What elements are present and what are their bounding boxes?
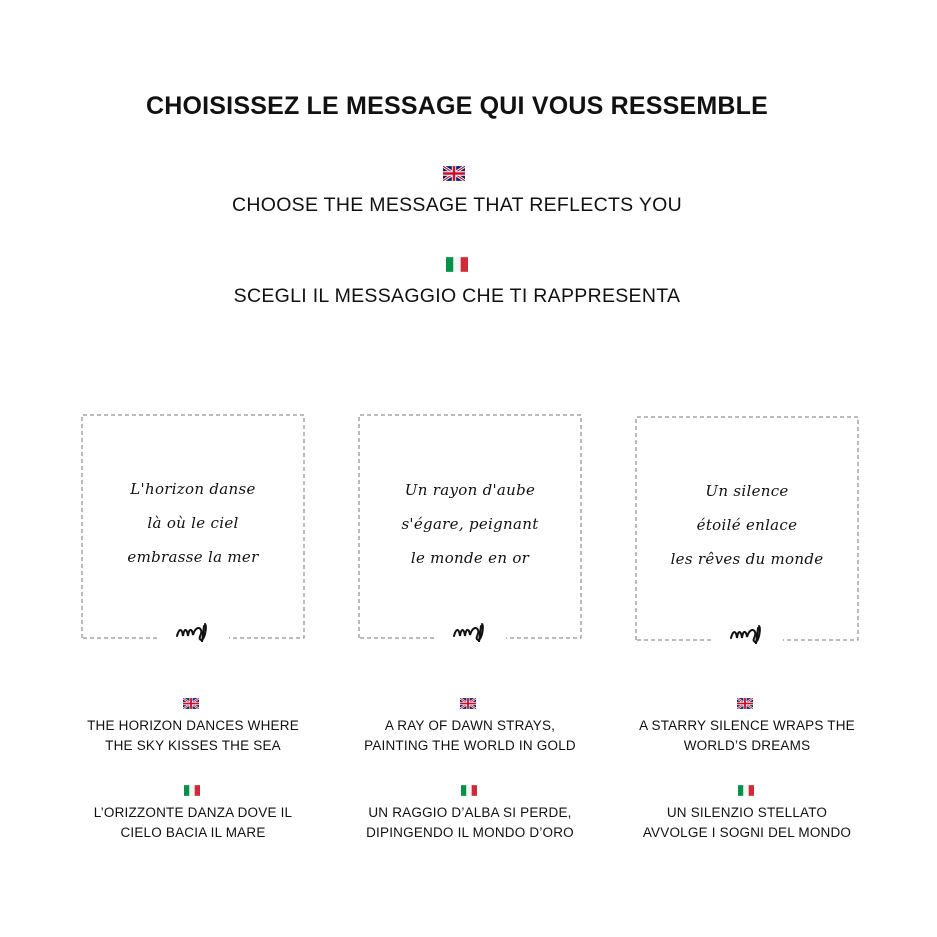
message-card-2[interactable] xyxy=(358,414,582,638)
message-card-1[interactable] xyxy=(81,414,305,638)
message-line: les rêves du monde xyxy=(670,550,824,568)
message-line: étoilé enlace xyxy=(696,516,798,534)
italy-flag-icon xyxy=(738,785,754,796)
italy-flag-icon xyxy=(184,785,200,796)
message-line: s'égare, peignant xyxy=(401,515,539,533)
uk-flag-icon xyxy=(737,698,753,709)
italy-flag-icon xyxy=(461,785,477,796)
translation-english-1: THE HORIZON DANCES WHERE THE SKY KISSES THE SEA xyxy=(87,718,299,753)
message-card-3[interactable] xyxy=(635,416,859,640)
translation-english-2: A RAY OF DAWN STRAYS, PAINTING THE WORLD IN GOLD xyxy=(364,718,576,753)
page-title: CHOISISSEZ LE MESSAGE QUI VOUS RESSEMBLE xyxy=(146,92,768,120)
translation-english-3: A STARRY SILENCE WRAPS THE WORLD’S DREAMS xyxy=(639,718,855,753)
message-line: Un rayon d'aube xyxy=(404,481,536,499)
message-line: Un silence xyxy=(705,482,789,500)
translation-italian-3: UN SILENZIO STELLATO AVVOLGE I SOGNI DEL MONDO xyxy=(642,805,852,840)
message-line: là où le ciel xyxy=(147,514,239,532)
uk-flag-icon xyxy=(443,166,465,181)
italy-flag-icon xyxy=(446,257,468,272)
message-line: le monde en or xyxy=(410,549,530,567)
subtitle-english: CHOOSE THE MESSAGE THAT REFLECTS YOU xyxy=(231,194,682,216)
uk-flag-icon xyxy=(460,698,476,709)
signature-mark xyxy=(175,620,211,642)
translation-italian-2: UN RAGGIO D’ALBA SI PERDE, DIPINGENDO IL MONDO D’ORO xyxy=(366,805,574,840)
subtitle-italian: SCEGLI IL MESSAGGIO CHE TI RAPPRESENTA xyxy=(233,285,681,307)
signature-mark xyxy=(729,622,765,644)
message-line: embrasse la mer xyxy=(127,548,259,566)
signature-mark xyxy=(452,620,488,642)
translation-italian-1: L’ORIZZONTE DANZA DOVE IL CIELO BACIA IL MARE xyxy=(93,805,293,840)
uk-flag-icon xyxy=(183,698,199,709)
message-line: L'horizon danse xyxy=(130,480,256,498)
